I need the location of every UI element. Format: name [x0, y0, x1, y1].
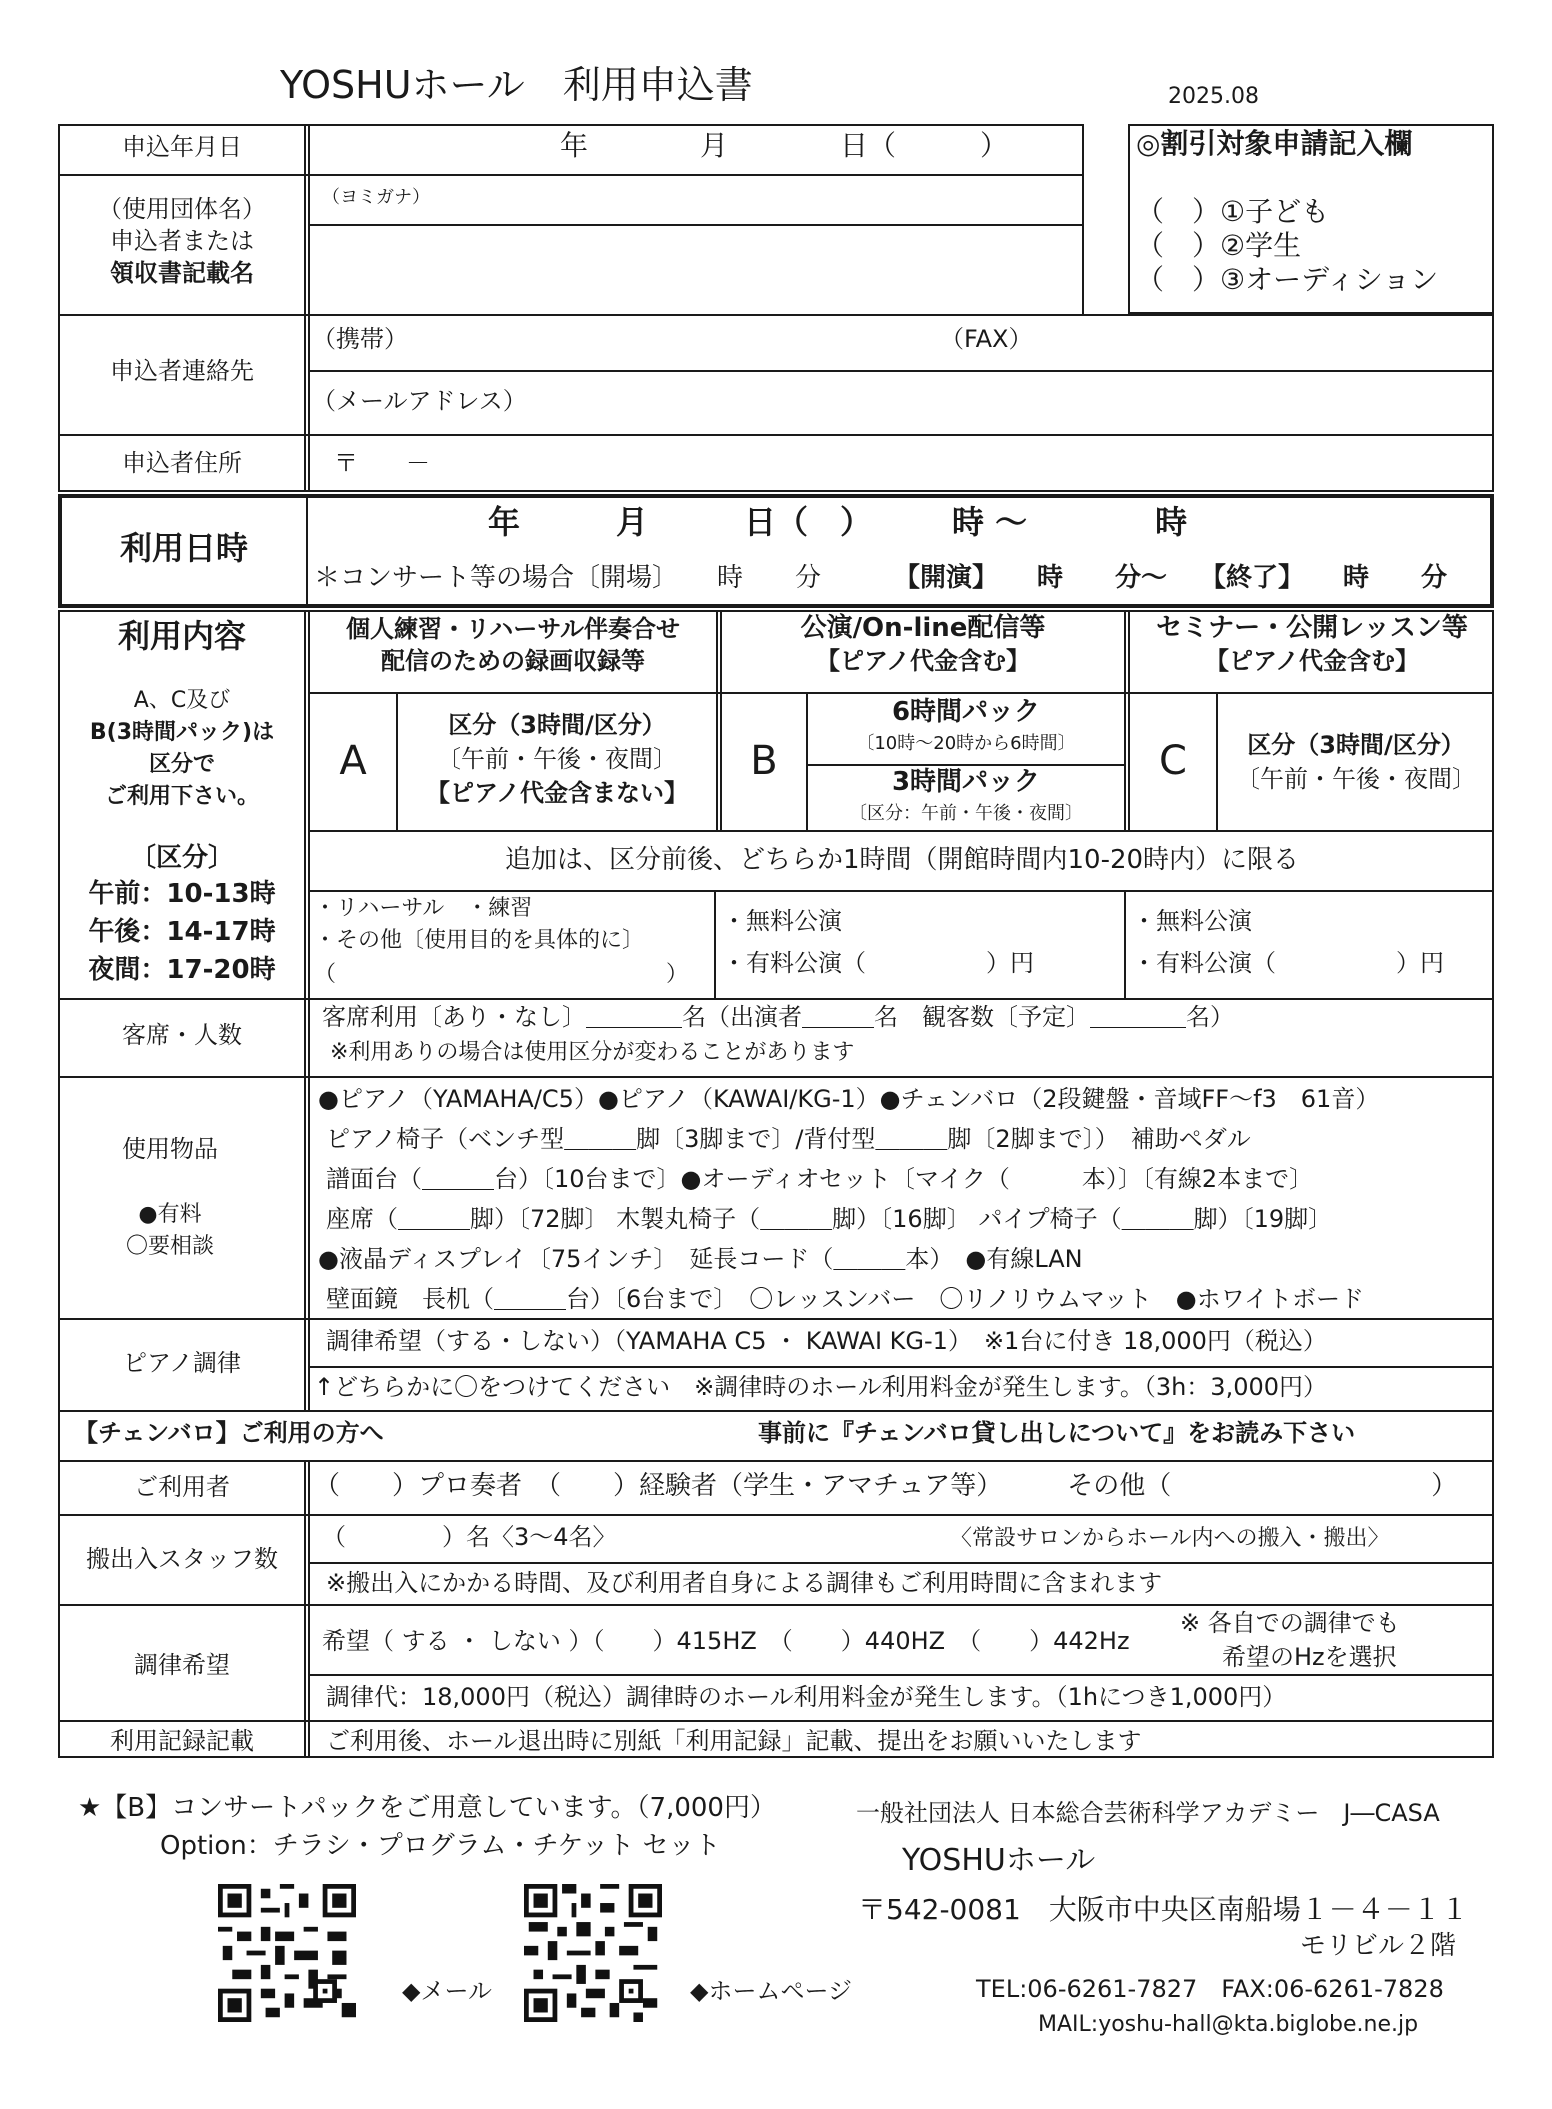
plan-b-3h-note: 〔区分：午前・午後・夜間〕 [849, 803, 1083, 824]
items-line-5[interactable]: ●液晶ディスプレイ〔75インチ〕 延長コード（＿＿＿本） ●有線LAN [318, 1245, 1083, 1273]
usage-note-2: B(3時間パック)は [89, 720, 275, 745]
tuning-wish-note-2: 希望のHzを選択 [1222, 1643, 1397, 1671]
tuning-line-1[interactable]: 調律希望（する・しない）（YAMAHA C5 ・ KAWAI KG-1） ※1台に付き 18,000円（税込） [326, 1327, 1327, 1355]
tuning-wish-field[interactable]: 希望（ する ・ しない ）（ ）415HZ （ ）440HZ （ ）442Hz [322, 1627, 1130, 1655]
items-line-6[interactable]: 壁面鏡 長机（＿＿＿台）〔6台まで〕 〇レッスンバー 〇リノリウムマット ●ホワイトボード [326, 1285, 1364, 1313]
label-date: 申込年月日 [122, 133, 242, 161]
plan-b-option-2[interactable]: ・有料公演（ ）円 [722, 949, 1034, 977]
label-group-2: 申込者または [110, 227, 254, 255]
label-seats: 客席・人数 [122, 1021, 242, 1049]
staff-count-field[interactable]: （ ）名〈3～4名〉 [322, 1523, 617, 1551]
items-line-3[interactable]: 譜面台（＿＿＿台）〔10台まで〕●オーディオセット〔マイク（ 本）〕〔有線2本まで〕 [326, 1165, 1314, 1193]
plan-b-3h: 3時間パック [891, 767, 1041, 797]
discount-option-child[interactable]: （ ）①子ども [1136, 195, 1330, 228]
label-address: 申込者住所 [122, 449, 242, 477]
hall-address: 〒542-0081 大阪市中央区南船場１－４－１１ [858, 1893, 1469, 1926]
cembalo-title: 【チェンバロ】ご利用の方へ [74, 1419, 384, 1447]
cembalo-user-line[interactable]: （ ）プロ奏者 （ ）経験者（学生・アマチュア等） その他（ ） [314, 1471, 1458, 1501]
seats-line-2: ※利用ありの場合は使用区分が変わることがあります [330, 1040, 855, 1065]
plan-c-option-1[interactable]: ・無料公演 [1132, 907, 1252, 935]
kubun-afternoon: 午後：14-17時 [88, 917, 276, 947]
label-usage-content: 利用内容 [117, 617, 246, 655]
plan-b-option-1[interactable]: ・無料公演 [722, 907, 842, 935]
plan-b-head-1: 公演/On-line配信等 [800, 613, 1046, 643]
record-note: ご利用後、ホール退出時に別紙「利用記録」記載、提出をお願いいたします [326, 1727, 1142, 1755]
label-tuning-wish: 調律希望 [134, 1651, 230, 1679]
concert-open-field[interactable]: ＊コンサート等の場合〔開場〕 時 分 [314, 563, 822, 593]
tuning-fee-note: 調律代：18,000円（税込）調律時のホール利用料金が発生します。（1hにつき1,000円） [326, 1683, 1287, 1711]
plan-b-head-2: 【ピアノ代金含む】 [815, 647, 1031, 675]
label-user: ご利用者 [134, 1473, 230, 1501]
usage-datetime-field[interactable]: 年 月 日（ ） 時 ～ 時 [488, 503, 1188, 541]
plan-a-desc-1: 区分（3時間/区分） [448, 711, 666, 739]
label-record: 利用記録記載 [110, 1727, 254, 1755]
cembalo-note: 事前に『チェンバロ貸し出しについて』をお読み下さい [758, 1419, 1356, 1447]
concert-end-field[interactable]: 【終了】 時 分 [1200, 563, 1448, 593]
homepage-qr-label: ◆ホームページ [690, 1977, 852, 2005]
plan-b-6h-note: 〔10時～20時から6時間〕 [856, 733, 1076, 754]
form-version: 2025.08 [1168, 84, 1259, 109]
items-line-4[interactable]: 座席（＿＿＿脚）〔72脚〕 木製丸椅子（＿＿＿脚）〔16脚〕 パイプ椅子（＿＿＿脚）〔19脚〕 [326, 1205, 1333, 1233]
plan-c-desc-1: 区分（3時間/区分） [1247, 731, 1465, 759]
plan-a-option-2[interactable]: ・その他〔使用目的を具体的に〕 [314, 928, 645, 953]
staff-count-note: 〈常設サロンからホール内への搬入・搬出〉 [950, 1526, 1390, 1551]
items-line-1[interactable]: ●ピアノ（YAMAHA/C5）●ピアノ（KAWAI/KG-1）●チェンバロ（2段鍵盤・音域FF～f3 61音） [318, 1085, 1380, 1113]
hall-name: YOSHUホール [902, 1843, 1096, 1878]
hall-tel-fax: TEL:06-6261-7827 FAX:06-6261-7828 [976, 1975, 1444, 2003]
usage-note-1: A、C及び [133, 688, 231, 713]
label-items: 使用物品 [122, 1135, 218, 1163]
mail-qr-label: ◆メール [402, 1977, 492, 2005]
usage-note-4: ご利用下さい。 [104, 784, 259, 809]
page-title: YOSHUホール 利用申込書 [280, 63, 753, 107]
concert-pack-note: ★【B】コンサートパックをご用意しています。（7,000円） [78, 1793, 776, 1823]
plan-a-head-1: 個人練習・リハーサル伴奏合せ [345, 615, 681, 643]
tuning-wish-note-1: ※ 各自での調律でも [1180, 1609, 1400, 1637]
kubun-title: 〔区分〕 [129, 843, 234, 873]
plan-a-head-2: 配信のための録画収録等 [381, 647, 645, 675]
plan-c-letter: C [1159, 738, 1187, 784]
items-consult-legend: 〇要相談 [125, 1234, 214, 1259]
label-group-3: 領収書記載名 [110, 259, 254, 287]
label-contact: 申込者連絡先 [110, 357, 254, 385]
plan-a-option-3[interactable]: （ ） [314, 962, 689, 987]
plan-b-6h: 6時間パック [891, 697, 1041, 727]
plan-c-option-2[interactable]: ・有料公演（ ）円 [1132, 949, 1444, 977]
staff-time-note: ※搬出入にかかる時間、及び利用者自身による調律もご利用時間に含まれます [326, 1569, 1163, 1597]
mail-qr-code[interactable] [218, 1884, 356, 2022]
concert-start-field[interactable]: 【開演】 時 分～ [894, 563, 1168, 593]
plan-a-option-1[interactable]: ・リハーサル ・練習 [314, 896, 533, 921]
email-field[interactable]: （メールアドレス） [312, 387, 527, 415]
hall-mail: MAIL:yoshu-hall@kta.biglobe.ne.jp [1038, 2012, 1419, 2037]
homepage-qr-code[interactable] [524, 1884, 662, 2022]
yomigana-field[interactable]: （ヨミガナ） [322, 187, 430, 208]
extension-note: 追加は、区分前後、どちらか1時間（開館時間内10-20時内）に限る [504, 845, 1300, 875]
date-field[interactable]: 年 月 日（ ） [560, 129, 1009, 162]
usage-note-3: 区分で [148, 752, 215, 777]
fax-field[interactable]: （FAX） [940, 325, 1033, 353]
label-group-1: （使用団体名） [98, 195, 266, 223]
discount-option-student[interactable]: （ ）②学生 [1136, 229, 1302, 262]
plan-b-letter: B [750, 738, 778, 784]
discount-option-audition[interactable]: （ ）③オーディション [1136, 263, 1439, 296]
items-line-2[interactable]: ピアノ椅子（ベンチ型＿＿＿脚〔3脚まで〕/背付型＿＿＿脚〔2脚まで〕） 補助ペダル [326, 1125, 1251, 1153]
plan-a-letter: A [339, 738, 367, 784]
plan-a-desc-3: 【ピアノ代金含まない】 [425, 779, 689, 807]
postal-field[interactable]: 〒 － [334, 449, 430, 477]
plan-c-head-2: 【ピアノ代金含む】 [1204, 647, 1420, 675]
plan-c-desc-2: 〔午前・午後・夜間〕 [1236, 765, 1476, 793]
plan-c-head-1: セミナー・公開レッスン等 [1156, 613, 1468, 643]
concert-pack-option: Option：チラシ・プログラム・チケット セット [160, 1831, 721, 1861]
mobile-field[interactable]: （携帯） [312, 325, 408, 353]
label-tuning: ピアノ調律 [122, 1349, 242, 1377]
kubun-evening: 夜間：17-20時 [88, 955, 276, 985]
org-name: 一般社団法人 日本総合芸術科学アカデミー J―CASA [856, 1799, 1440, 1827]
label-staff: 搬出入スタッフ数 [86, 1545, 278, 1573]
discount-title: ◎割引対象申請記入欄 [1136, 127, 1413, 160]
items-paid-legend: ●有料 [138, 1202, 202, 1227]
kubun-morning: 午前：10-13時 [88, 879, 276, 909]
hall-building: モリビル２階 [1300, 1931, 1457, 1961]
tuning-line-2: ↑どちらかに〇をつけてください ※調律時のホール利用料金が発生します。（3h：3,000円） [314, 1373, 1328, 1401]
group-name-field[interactable] [312, 228, 1082, 314]
plan-a-desc-2: 〔午前・午後・夜間〕 [437, 745, 677, 773]
label-usage-datetime: 利用日時 [119, 529, 248, 567]
seats-line-1[interactable]: 客席利用〔あり・なし〕＿＿＿＿名（出演者＿＿＿名 観客数〔予定〕＿＿＿＿名） [322, 1003, 1234, 1031]
